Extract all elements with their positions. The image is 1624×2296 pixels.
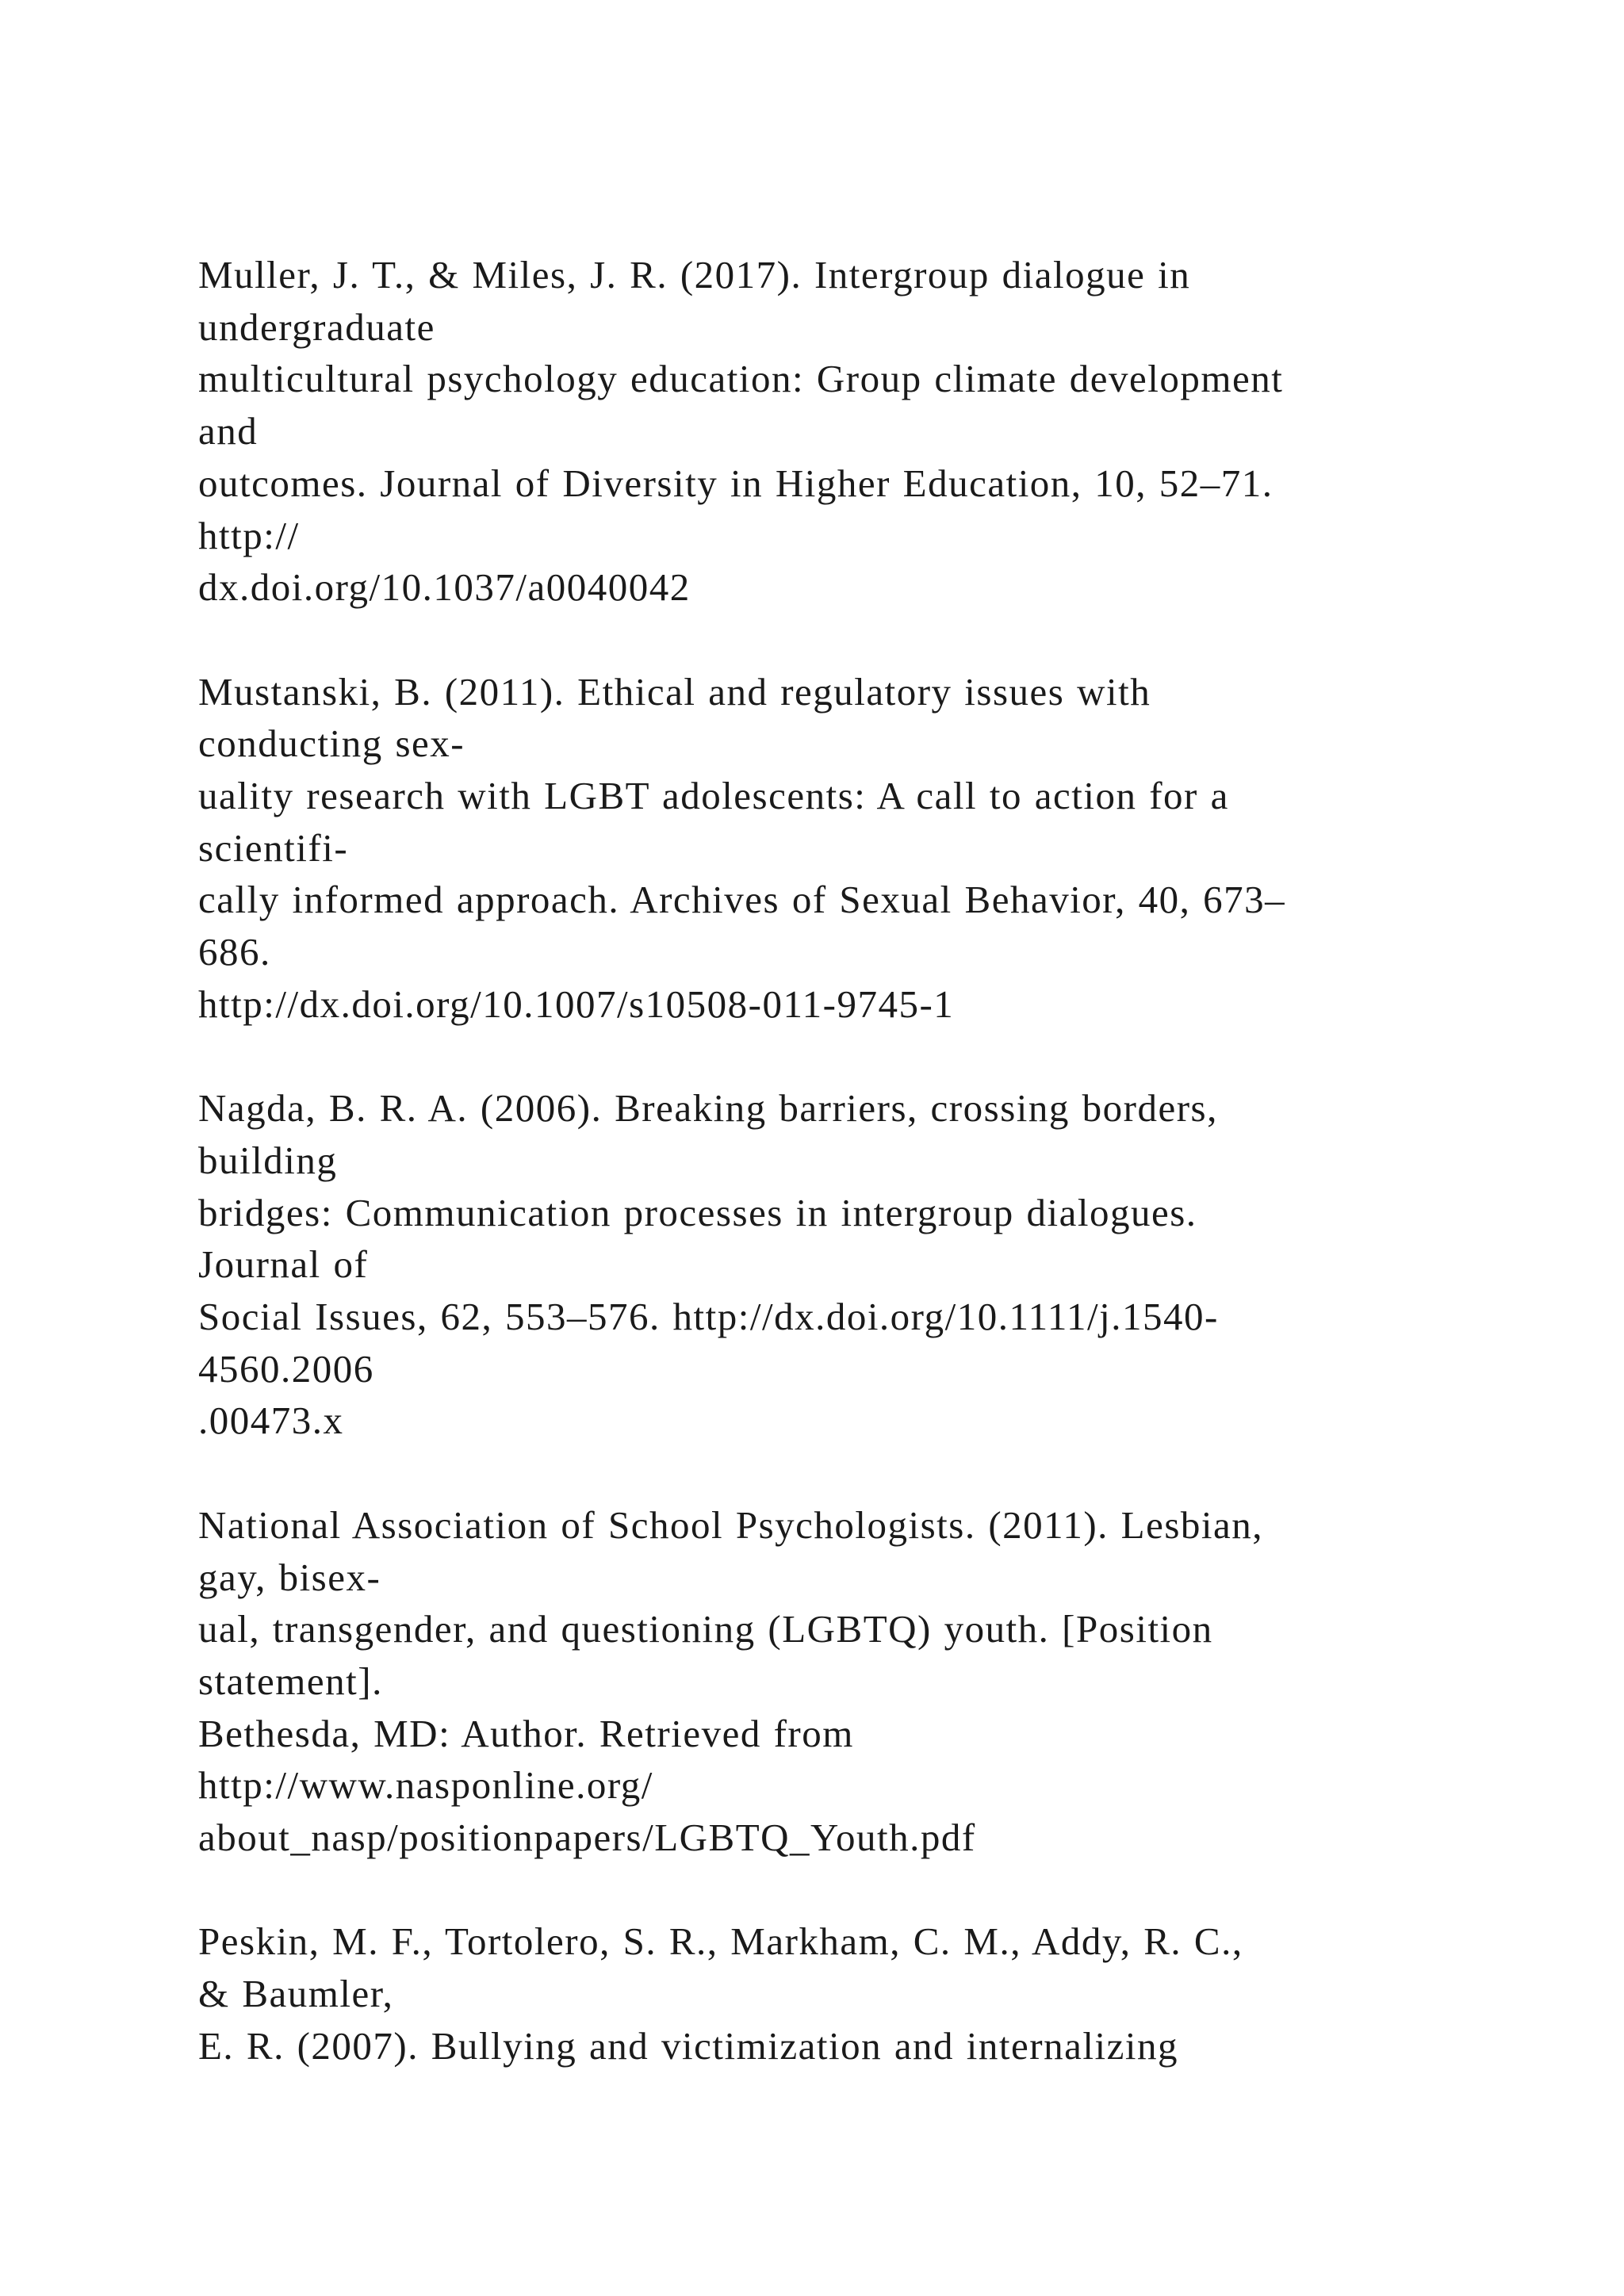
reference-line: and <box>198 409 259 453</box>
reference-entry-muller-2017 <box>198 249 1546 614</box>
reference-line: Muller, J. T., & Miles, J. R. (2017). Intergroup dialogue in <box>198 253 1191 297</box>
reference-entry-mustanski-2011 <box>198 666 1546 1031</box>
reference-line: ual, transgender, and questioning (LGBTQ) youth. [Position <box>198 1607 1213 1651</box>
reference-line: bridges: Communication processes in intergroup dialogues. <box>198 1190 1197 1234</box>
reference-line: .00473.x <box>198 1399 344 1443</box>
reference-entry-nagda-2006 <box>198 1082 1546 1447</box>
reference-list <box>198 249 1546 2072</box>
reference-line: Journal of <box>198 1242 369 1287</box>
reference-line: http://www.nasponline.org/ <box>198 1763 653 1808</box>
reference-line: Mustanski, B. (2011). Ethical and regulatory issues with <box>198 669 1151 714</box>
reference-line: uality research with LGBT adolescents: A call to action for a <box>198 774 1229 818</box>
reference-line: 686. <box>198 930 271 974</box>
reference-line: conducting sex- <box>198 721 465 766</box>
reference-line: cally informed approach. Archives of Sexual Behavior, 40, 673– <box>198 878 1286 922</box>
reference-line: about_nasp/positionpapers/LGBTQ_Youth.pdf <box>198 1816 976 1860</box>
reference-line: Bethesda, MD: Author. Retrieved from <box>198 1711 854 1755</box>
reference-entry-nasp-2011 <box>198 1499 1546 1864</box>
reference-line: gay, bisex- <box>198 1555 381 1599</box>
reference-line: Social Issues, 62, 553–576. http://dx.doi.org/10.1111/j.1540- <box>198 1295 1219 1339</box>
reference-line: 4560.2006 <box>198 1346 374 1391</box>
reference-line: outcomes. Journal of Diversity in Higher Education, 10, 52–71. <box>198 461 1274 505</box>
reference-line: E. R. (2007). Bullying and victimization and internalizing <box>198 2023 1178 2068</box>
reference-line: National Association of School Psychologists. (2011). Lesbian, <box>198 1502 1264 1547</box>
reference-line: http:// <box>198 513 300 557</box>
reference-entry-peskin-2007 <box>198 1915 1546 2072</box>
reference-line: Peskin, M. F., Tortolero, S. R., Markham, C. M., Addy, R. C., <box>198 1919 1243 1964</box>
reference-line: Nagda, B. R. A. (2006). Breaking barriers, crossing borders, <box>198 1086 1218 1131</box>
reference-line: dx.doi.org/10.1037/a0040042 <box>198 565 691 610</box>
reference-line: scientifi- <box>198 825 349 870</box>
reference-line: building <box>198 1138 338 1182</box>
reference-line: statement]. <box>198 1659 383 1703</box>
reference-line: & Baumler, <box>198 1972 394 2016</box>
reference-line: http://dx.doi.org/10.1007/s10508-011-9745-1 <box>198 982 955 1026</box>
reference-line: multicultural psychology education: Group climate development <box>198 357 1284 401</box>
reference-line: undergraduate <box>198 304 435 349</box>
